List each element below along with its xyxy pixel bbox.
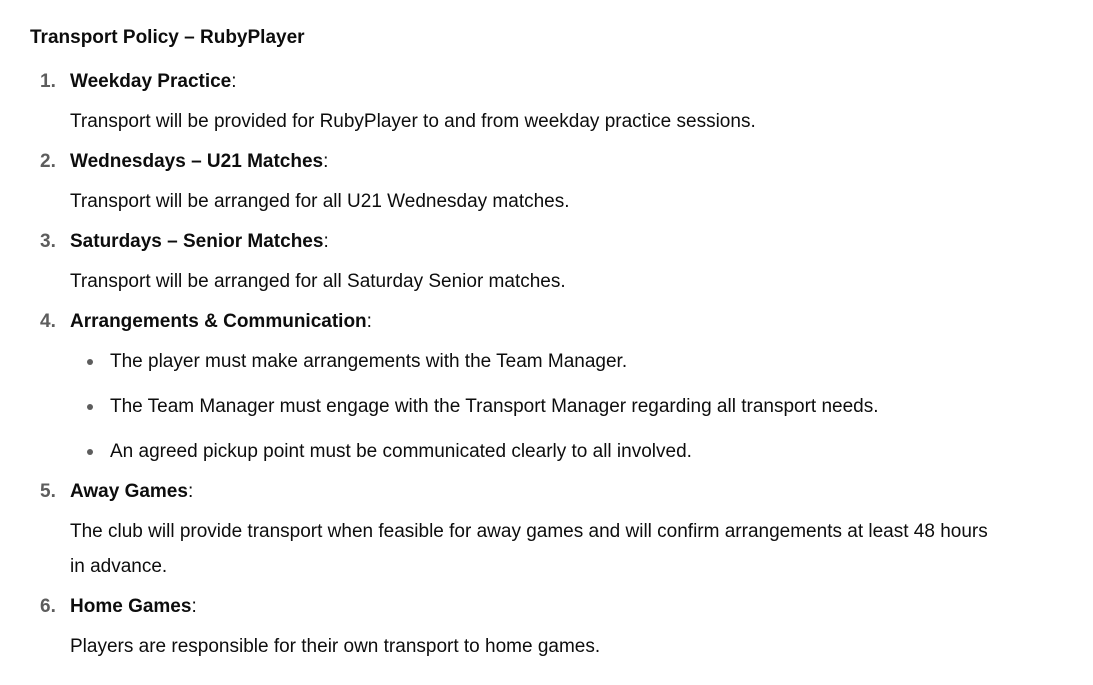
item-heading: Away Games [70, 481, 188, 502]
heading-colon: : [323, 231, 329, 252]
policy-item-away-games [30, 479, 1070, 584]
policy-item-wednesday-u21 [30, 149, 1070, 219]
item-heading-line [70, 69, 1070, 94]
policy-item-home-games [30, 594, 1070, 664]
policy-item-saturday-senior [30, 229, 1070, 299]
item-description: Players are responsible for their own transport to home games. [70, 636, 601, 657]
bullet-text: The player must make arrangements with the Team Manager. [110, 351, 628, 372]
item-heading-line [70, 479, 1070, 504]
item-number: 6. [40, 596, 56, 617]
heading-colon: : [231, 71, 237, 92]
item-heading: Home Games [70, 596, 192, 617]
item-number: 4. [40, 311, 56, 332]
bullet-item [70, 344, 1070, 379]
policy-item-weekday-practice [30, 69, 1070, 139]
item-number: 2. [40, 151, 56, 172]
bullet-list [70, 344, 1070, 469]
document-title: Transport Policy – RubyPlayer [30, 27, 305, 48]
item-number: 1. [40, 71, 56, 92]
item-heading: Wednesdays – U21 Matches [70, 151, 324, 172]
item-description: Transport will be arranged for all Saturday Senior matches. [70, 271, 566, 292]
bullet-dot-icon [87, 449, 93, 455]
bullet-text: An agreed pickup point must be communicated clearly to all involved. [110, 441, 692, 462]
policy-list [30, 69, 1070, 664]
item-number: 5. [40, 481, 56, 502]
bullet-item [70, 389, 1070, 424]
item-description: Transport will be arranged for all U21 Wednesday matches. [70, 191, 570, 212]
item-heading-line [70, 594, 1070, 619]
item-heading: Arrangements & Communication [70, 311, 367, 332]
item-heading: Weekday Practice [70, 71, 232, 92]
item-heading: Saturdays – Senior Matches [70, 231, 324, 252]
item-heading-line [70, 229, 1070, 254]
policy-document [30, 24, 1070, 674]
heading-colon: : [366, 311, 372, 332]
bullet-item [70, 434, 1070, 469]
policy-item-arrangements [30, 309, 1070, 469]
item-number: 3. [40, 231, 56, 252]
bullet-dot-icon [87, 359, 93, 365]
item-description: Transport will be provided for RubyPlayer to and from weekday practice sessions. [70, 111, 756, 132]
heading-colon: : [323, 151, 329, 172]
item-heading-line [70, 149, 1070, 174]
heading-colon: : [187, 481, 194, 502]
heading-colon: : [191, 596, 197, 617]
bullet-dot-icon [87, 404, 93, 410]
item-description: The club will provide transport when feasible for away games and will confirm arrangements at least 48 hours in advance. [70, 521, 988, 577]
bullet-text: The Team Manager must engage with the Transport Manager regarding all transport needs. [110, 396, 879, 417]
item-heading-line [70, 309, 1070, 334]
